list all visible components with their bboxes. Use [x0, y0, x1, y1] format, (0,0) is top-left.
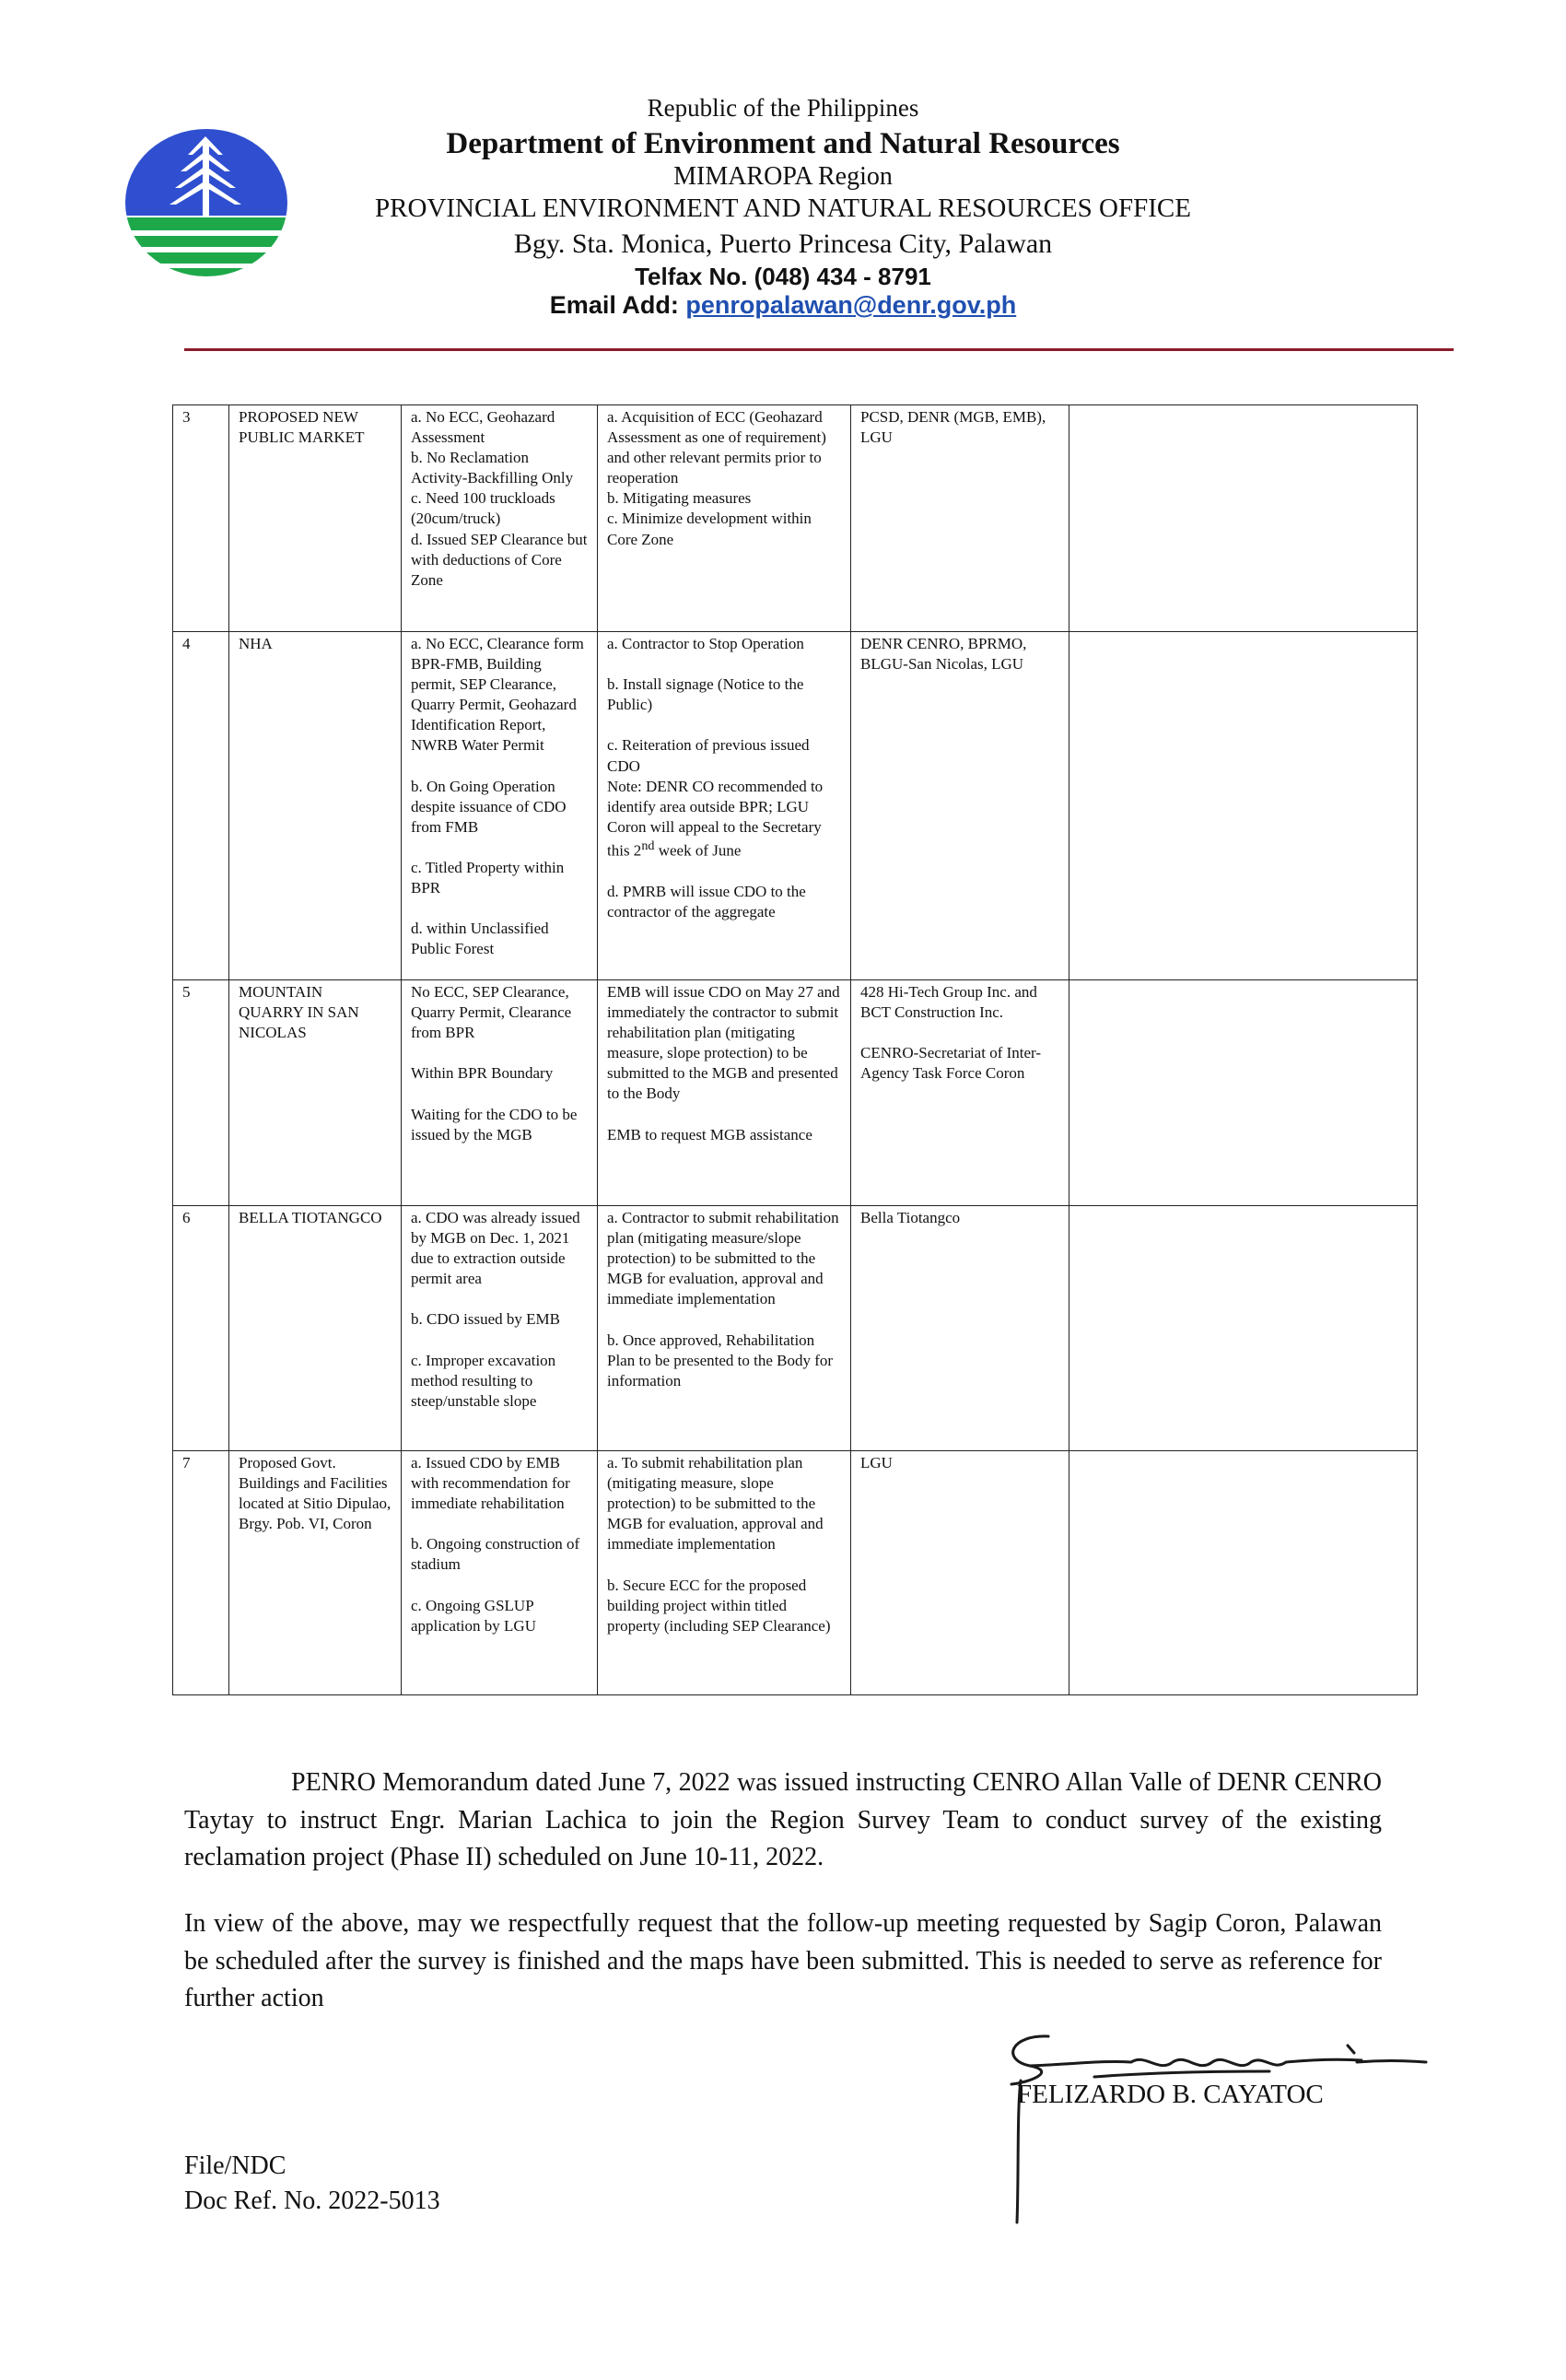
remarks-cell — [1069, 405, 1418, 632]
project-name: NHA — [229, 632, 402, 980]
actions-cell: EMB will issue CDO on May 27 and immediately the contractor to submit rehabilitation plan (mitigating measure, slope protection) to be submitted to the MGB and presented to the Body EMB to request MGB assistance — [598, 980, 851, 1206]
row-number: 4 — [173, 632, 229, 980]
row-number: 7 — [173, 1451, 229, 1695]
project-name: MOUNTAIN QUARRY IN SAN NICOLAS — [229, 980, 402, 1206]
table-row — [173, 1206, 1418, 1451]
agencies-cell: 428 Hi-Tech Group Inc. and BCT Construction Inc. CENRO-Secretariat of Inter-Agency Task Force Coron — [851, 980, 1069, 1206]
agencies-cell: DENR CENRO, BPRMO, BLGU-San Nicolas, LGU — [851, 632, 1069, 980]
memo-paragraph: PENRO Memorandum dated June 7, 2022 was issued instructing CENRO Allan Valle of DENR CENRO Taytay to instruct Engr. Marian Lachica to join the Region Survey Team to conduct survey of the existing reclamation project (Phase II) scheduled on June 10-11, 2022. — [184, 1768, 1382, 1872]
project-name: PROPOSED NEW PUBLIC MARKET — [229, 405, 402, 632]
header-republic: Republic of the Philippines — [647, 94, 919, 122]
denr-seal-icon — [123, 127, 289, 278]
issues-table — [172, 404, 1418, 1695]
ordinal-suffix: nd — [641, 838, 655, 853]
signatory-name: FELIZARDO B. CAYATOC — [1017, 2080, 1324, 2109]
issues-cell: a. CDO was already issued by MGB on Dec. 1, 2021 due to extraction outside permit area b. CDO issued by EMB c. Improper excavation method resulting to steep/unstable slope — [402, 1206, 598, 1451]
table-row — [173, 405, 1418, 632]
remarks-cell — [1069, 1451, 1418, 1695]
request-paragraph: In view of the above, may we respectfully request that the follow-up meeting requested by Sagip Coron, Palawan be scheduled after the survey is finished and the maps have been submitted. This is needed to serve as reference for further action — [184, 1909, 1382, 2013]
header-department: Department of Environment and Natural Resources — [446, 127, 1120, 160]
header-office: PROVINCIAL ENVIRONMENT AND NATURAL RESOURCES OFFICE — [375, 193, 1191, 223]
doc-ref-number: Doc Ref. No. 2022-5013 — [184, 2187, 440, 2215]
actions-text-part-2: week of June d. PMRB will issue CDO to the contractor of the aggregate — [607, 841, 806, 920]
agencies-cell: LGU — [851, 1451, 1069, 1695]
issues-cell: a. No ECC, Geohazard Assessment b. No Reclamation Activity-Backfilling Only c. Need 100 truckloads (20cum/truck) d. Issued SEP Clearance but with deductions of Core Zone — [402, 405, 598, 632]
row-number: 5 — [173, 980, 229, 1206]
remarks-cell — [1069, 632, 1418, 980]
agencies-cell: Bella Tiotangco — [851, 1206, 1069, 1451]
header-region: MIMAROPA Region — [673, 162, 893, 191]
row-number: 6 — [173, 1206, 229, 1451]
header-email — [276, 291, 1290, 320]
table-row — [173, 632, 1418, 980]
actions-cell: a. Acquisition of ECC (Geohazard Assessment as one of requirement) and other relevant permits prior to reoperation b. Mitigating measures c. Minimize development within Core Zone — [598, 405, 851, 632]
email-link[interactable]: penropalawan@denr.gov.ph — [685, 291, 1017, 319]
project-name: Proposed Govt. Buildings and Facilities located at Sitio Dipulao, Brgy. Pob. VI, Coron — [229, 1451, 402, 1695]
remarks-cell — [1069, 1206, 1418, 1451]
header-divider — [184, 348, 1454, 351]
actions-cell: a. To submit rehabilitation plan (mitigating measure, slope protection) to be submitted to the MGB for evaluation, approval and immediate implementation b. Secure ECC for the proposed building project within titled property (including SEP Clearance) — [598, 1451, 851, 1695]
actions-text-part-1: a. Contractor to Stop Operation b. Install signage (Notice to the Public) c. Reiteration of previous issued CDO Note: DENR CO recommended to identify area outside BPR; LGU Coron will appeal to the Secretary this 2 — [607, 635, 824, 860]
table-row — [173, 980, 1418, 1206]
agencies-cell: PCSD, DENR (MGB, EMB), LGU — [851, 405, 1069, 632]
issues-cell: a. Issued CDO by EMB with recommendation for immediate rehabilitation b. Ongoing construction of stadium c. Ongoing GSLUP application by LGU — [402, 1451, 598, 1695]
issues-cell: No ECC, SEP Clearance, Quarry Permit, Clearance from BPR Within BPR Boundary Waiting for the CDO to be issued by the MGB — [402, 980, 598, 1206]
issues-cell: a. No ECC, Clearance form BPR-FMB, Building permit, SEP Clearance, Quarry Permit, Geohazard Identification Report, NWRB Water Permit b. On Going Operation despite issuance of CDO from FMB c. Titled Property within BPR d. within Unclassified Public Forest — [402, 632, 598, 980]
project-name: BELLA TIOTANGCO — [229, 1206, 402, 1451]
file-reference: File/NDC — [184, 2151, 286, 2180]
actions-cell — [598, 632, 851, 980]
table-row — [173, 1451, 1418, 1695]
remarks-cell — [1069, 980, 1418, 1206]
actions-cell: a. Contractor to submit rehabilitation plan (mitigating measure/slope protection) to be submitted to the MGB for evaluation, approval and immediate implementation b. Once approved, Rehabilitation Plan to be presented to the Body for information — [598, 1206, 851, 1451]
header-address: Bgy. Sta. Monica, Puerto Princesa City, Palawan — [513, 229, 1053, 259]
handwritten-signature-icon — [993, 2018, 1435, 2230]
email-label: Email Add: — [549, 291, 679, 319]
header-telfax: Telfax No. (048) 434 - 8791 — [635, 263, 931, 290]
row-number: 3 — [173, 405, 229, 632]
